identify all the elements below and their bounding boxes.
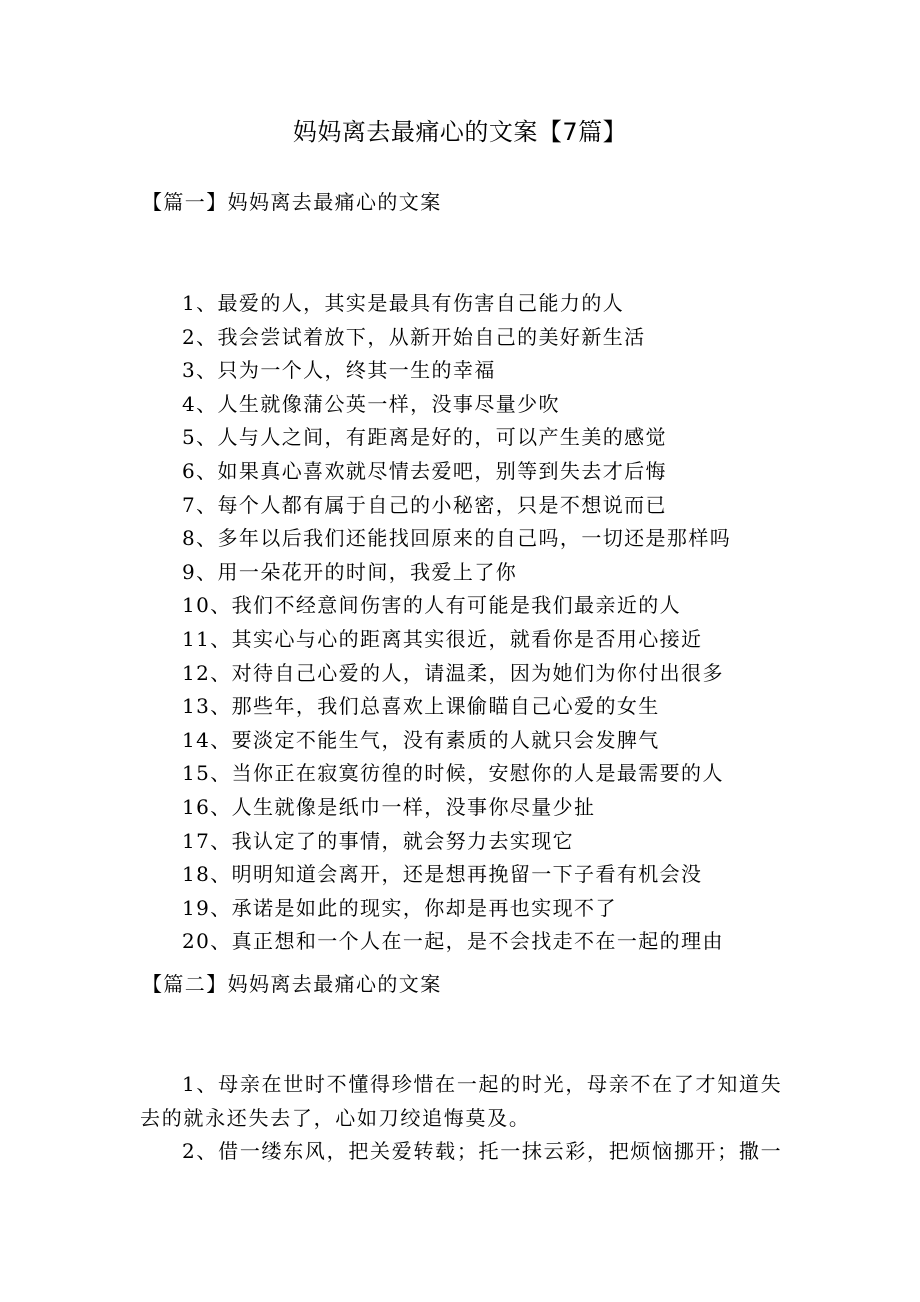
list-item: 14、要淡定不能生气，没有素质的人就只会发脾气	[182, 727, 660, 752]
section-1-list	[182, 287, 731, 959]
list-item: 6、如果真心喜欢就尽情去爱吧，别等到失去才后悔	[182, 458, 667, 483]
list-item: 20、真正想和一个人在一起，是不会找走不在一起的理由	[182, 929, 724, 954]
list-item: 13、那些年，我们总喜欢上课偷瞄自己心爱的女生	[182, 694, 660, 719]
list-item: 16、人生就像是纸巾一样，没事你尽量少扯	[182, 794, 596, 819]
list-item: 2、我会尝试着放下，从新开始自己的美好新生活	[182, 324, 646, 349]
section-2-body	[140, 1068, 784, 1169]
list-item: 15、当你正在寂寞彷徨的时候，安慰你的人是最需要的人	[182, 761, 724, 786]
list-item: 11、其实心与心的距离其实很近，就看你是否用心接近	[182, 626, 703, 651]
paragraph: 1、母亲在世时不懂得珍惜在一起的时光，母亲不在了才知道失去的就永还失去了，心如刀绞追悔莫及。	[140, 1072, 783, 1130]
document-title: 妈妈离去最痛心的文案【7篇】	[292, 118, 628, 146]
list-item: 1、最爱的人，其实是最具有伤害自己能力的人	[182, 291, 625, 315]
list-item: 18、明明知道会离开，还是想再挽留一下子看有机会没	[182, 862, 703, 887]
list-item: 4、人生就像蒲公英一样，没事尽量少吹	[182, 391, 560, 416]
list-item: 17、我认定了的事情，就会努力去实现它	[182, 828, 575, 853]
list-item: 9、用一朵花开的时间，我爱上了你	[182, 559, 518, 584]
list-item: 8、多年以后我们还能找回原来的自己吗，一切还是那样吗	[182, 526, 732, 551]
list-item: 5、人与人之间，有距离是好的，可以产生美的感觉	[182, 425, 667, 450]
list-item: 3、只为一个人，终其一生的幸福	[182, 358, 496, 383]
paragraph: 2、借一缕东风，把关爱转载；托一抹云彩，把烦恼挪开；撒一	[182, 1139, 783, 1163]
list-item: 10、我们不经意间伤害的人有可能是我们最亲近的人	[182, 593, 682, 618]
list-item: 7、每个人都有属于自己的小秘密，只是不想说而已	[182, 492, 667, 517]
section-heading-2: 【篇二】妈妈离去最痛心的文案	[142, 972, 442, 996]
section-heading-1: 【篇一】妈妈离去最痛心的文案	[142, 190, 442, 214]
list-item: 19、承诺是如此的现实，你却是再也实现不了	[182, 895, 617, 920]
list-item: 12、对待自己心爱的人，请温柔，因为她们为你付出很多	[182, 660, 724, 685]
